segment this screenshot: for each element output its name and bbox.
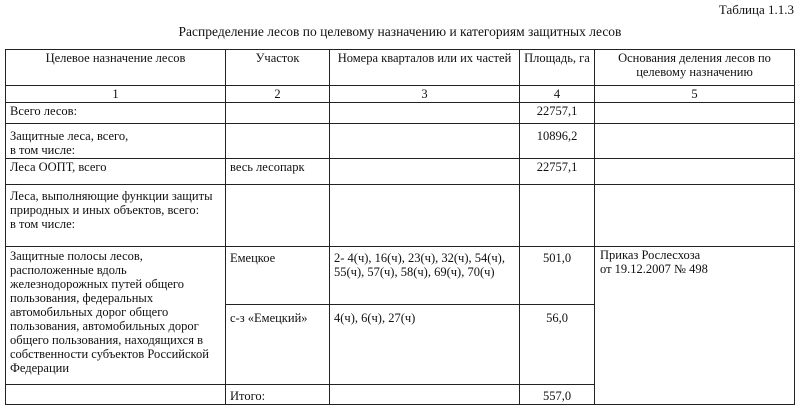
header-purpose: Целевое назначение лесов	[6, 50, 226, 86]
row-quarters	[330, 103, 520, 124]
table-row-protective-total	[6, 124, 795, 159]
header-basis: Основания деления лесов по целевому назначению	[595, 50, 795, 86]
row-site: с-з «Емецкий»	[226, 305, 330, 385]
row-basis: Приказ Рослесхоза от 19.12.2007 № 498	[595, 247, 795, 405]
row-area: 56,0	[520, 305, 595, 385]
column-number: 1	[6, 86, 226, 103]
row-quarters	[330, 385, 520, 405]
row-area: 10896,2	[520, 124, 595, 159]
column-number: 4	[520, 86, 595, 103]
header-site: Участок	[226, 50, 330, 86]
row-site: Емецкое	[226, 247, 330, 305]
table-row-oopt	[6, 159, 795, 185]
table-number-label: Таблица 1.1.3	[718, 2, 794, 17]
row-site	[226, 124, 330, 159]
row-area: 501,0	[520, 247, 595, 305]
row-basis	[595, 159, 795, 185]
header-area: Площадь, га	[520, 50, 595, 86]
row-purpose: Всего лесов:	[6, 103, 226, 124]
row-site	[226, 185, 330, 247]
row-quarters: 2- 4(ч), 16(ч), 23(ч), 32(ч), 54(ч), 55(ч), 57(ч), 58(ч), 69(ч), 70(ч)	[330, 247, 520, 305]
row-area	[520, 185, 595, 247]
table-row-protective-strips	[6, 247, 795, 305]
table-row-protective-functions	[6, 185, 795, 247]
row-purpose: Защитные леса, всего, в том числе:	[6, 124, 226, 159]
row-purpose: Леса ООПТ, всего	[6, 159, 226, 185]
row-quarters	[330, 185, 520, 247]
row-area: 22757,1	[520, 103, 595, 124]
column-number: 3	[330, 86, 520, 103]
row-purpose: Леса, выполняющие функции защиты природных и иных объектов, всего: в том числе:	[6, 185, 226, 247]
row-site: весь лесопарк	[226, 159, 330, 185]
row-quarters	[330, 159, 520, 185]
header-quarters: Номера кварталов или их частей	[330, 50, 520, 86]
header-row	[6, 50, 795, 86]
table-row-total-forests	[6, 103, 795, 124]
row-purpose: Защитные полосы лесов, расположенные вдоль железнодорожных путей общего пользования, федеральных автомобильных дорог общего пользования, автомобильных дорог общего пользования, находящихся в собственности субъектов Российской Федерации	[6, 247, 226, 385]
table-title: Распределение лесов по целевому назначению и категориям защитных лесов	[178, 24, 622, 39]
column-number: 5	[595, 86, 795, 103]
column-number-row	[6, 86, 795, 103]
row-quarters: 4(ч), 6(ч), 27(ч)	[330, 305, 520, 385]
row-basis	[595, 185, 795, 247]
row-area: 557,0	[520, 385, 595, 405]
row-basis	[595, 124, 795, 159]
forest-distribution-table	[5, 49, 795, 405]
row-quarters	[330, 124, 520, 159]
column-number: 2	[226, 86, 330, 103]
row-site: Итого:	[226, 385, 330, 405]
row-area: 22757,1	[520, 159, 595, 185]
row-site	[226, 103, 330, 124]
row-basis	[595, 103, 795, 124]
row-purpose	[6, 385, 226, 405]
